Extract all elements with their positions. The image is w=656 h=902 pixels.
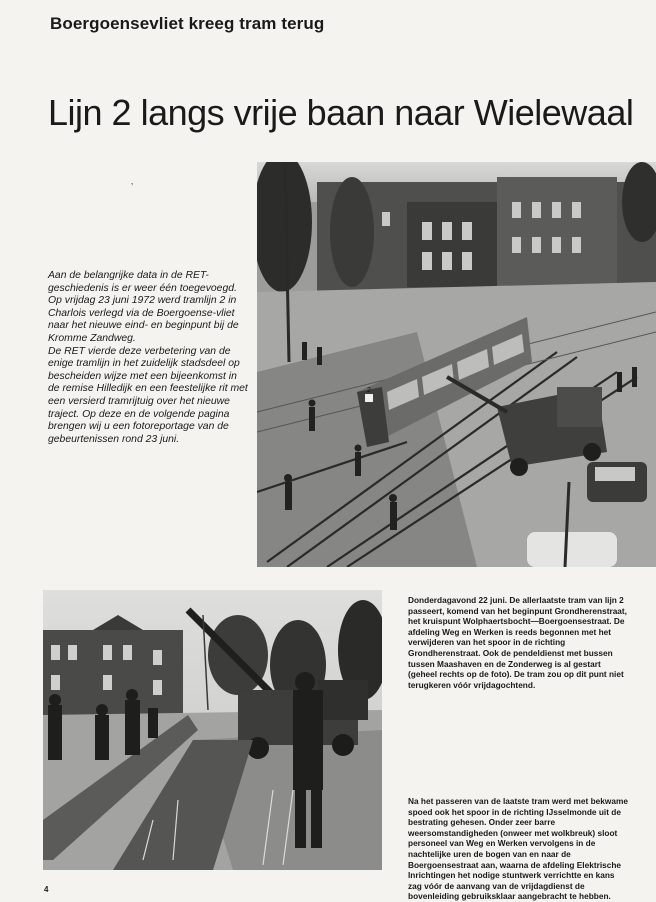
photo-crane-rails: [43, 590, 382, 870]
article-headline: Lijn 2 langs vrije baan naar Wielewaal: [48, 92, 634, 133]
photo-tram-crossing: [257, 162, 656, 567]
photo-caption-1: Donderdagavond 22 juni. De allerlaatste tram van lijn 2 passeert, komend van het beginpunt Grondherenstraat, het kruispunt Wolphaertsbocht—Boergoensestraat. De afdeling Weg en Werken is reeds begonnen met het verwijderen van het spoor in de richting Grondherenstraat. Ook de pendeldienst met bussen tussen Maashaven en de Zonderweg is al gestart (geheel rechts op de foto). De tram zou op dit punt niet terugkeren vóór vrijdagochtend.: [408, 595, 627, 690]
tram-number: 2: [367, 387, 371, 394]
intro-paragraph: Aan de belangrijke data in de RET-geschiedenis is er weer één toegevoegd. Op vrijdag 23 juni 1972 werd tramlijn 2 in Charlois verlegd via de Boergoense-vliet naar het nieuwe eind- en beginpunt bij de Kromme Zandweg.: [48, 270, 239, 344]
decorative-mark: ’: [131, 182, 134, 193]
photo-caption-2: Na het passeren van de laatste tram werd met bekwame spoed ook het spoor in de richting IJsselmonde uit de bestrating gehesen. Onder zeer barre weersomstandigheden (onweer met wolkbreuk) sloot personeel van Weg en Werken vervolgens in de nachtelijke uren de bogen van en naar de Boergoensestraat aan, waarna de afdeling Elektrische Inrichtingen het nodige stuntwerk verrichtte en kans zag vóór de aanvang van de vrijdagdienst de bovenleiding gebruiksklaar aangebracht te hebben.: [408, 796, 628, 902]
page-number: 4: [44, 885, 49, 894]
intro-paragraph: De RET vierde deze verbetering van de enige tramlijn in het zuidelijk stadsdeel op bescheiden wijze met een bijeenkomst in de remise Hilledijk en een feestelijke rit met een versierd tramrijtuig over het nieuwe traject. Op deze en de volgende pagina brengen wij u een fotoreportage van de gebeurtenissen rond 23 juni.: [48, 345, 248, 445]
article-kicker: Boergoensevliet kreeg tram terug: [50, 14, 325, 33]
intro-text: [48, 270, 250, 446]
